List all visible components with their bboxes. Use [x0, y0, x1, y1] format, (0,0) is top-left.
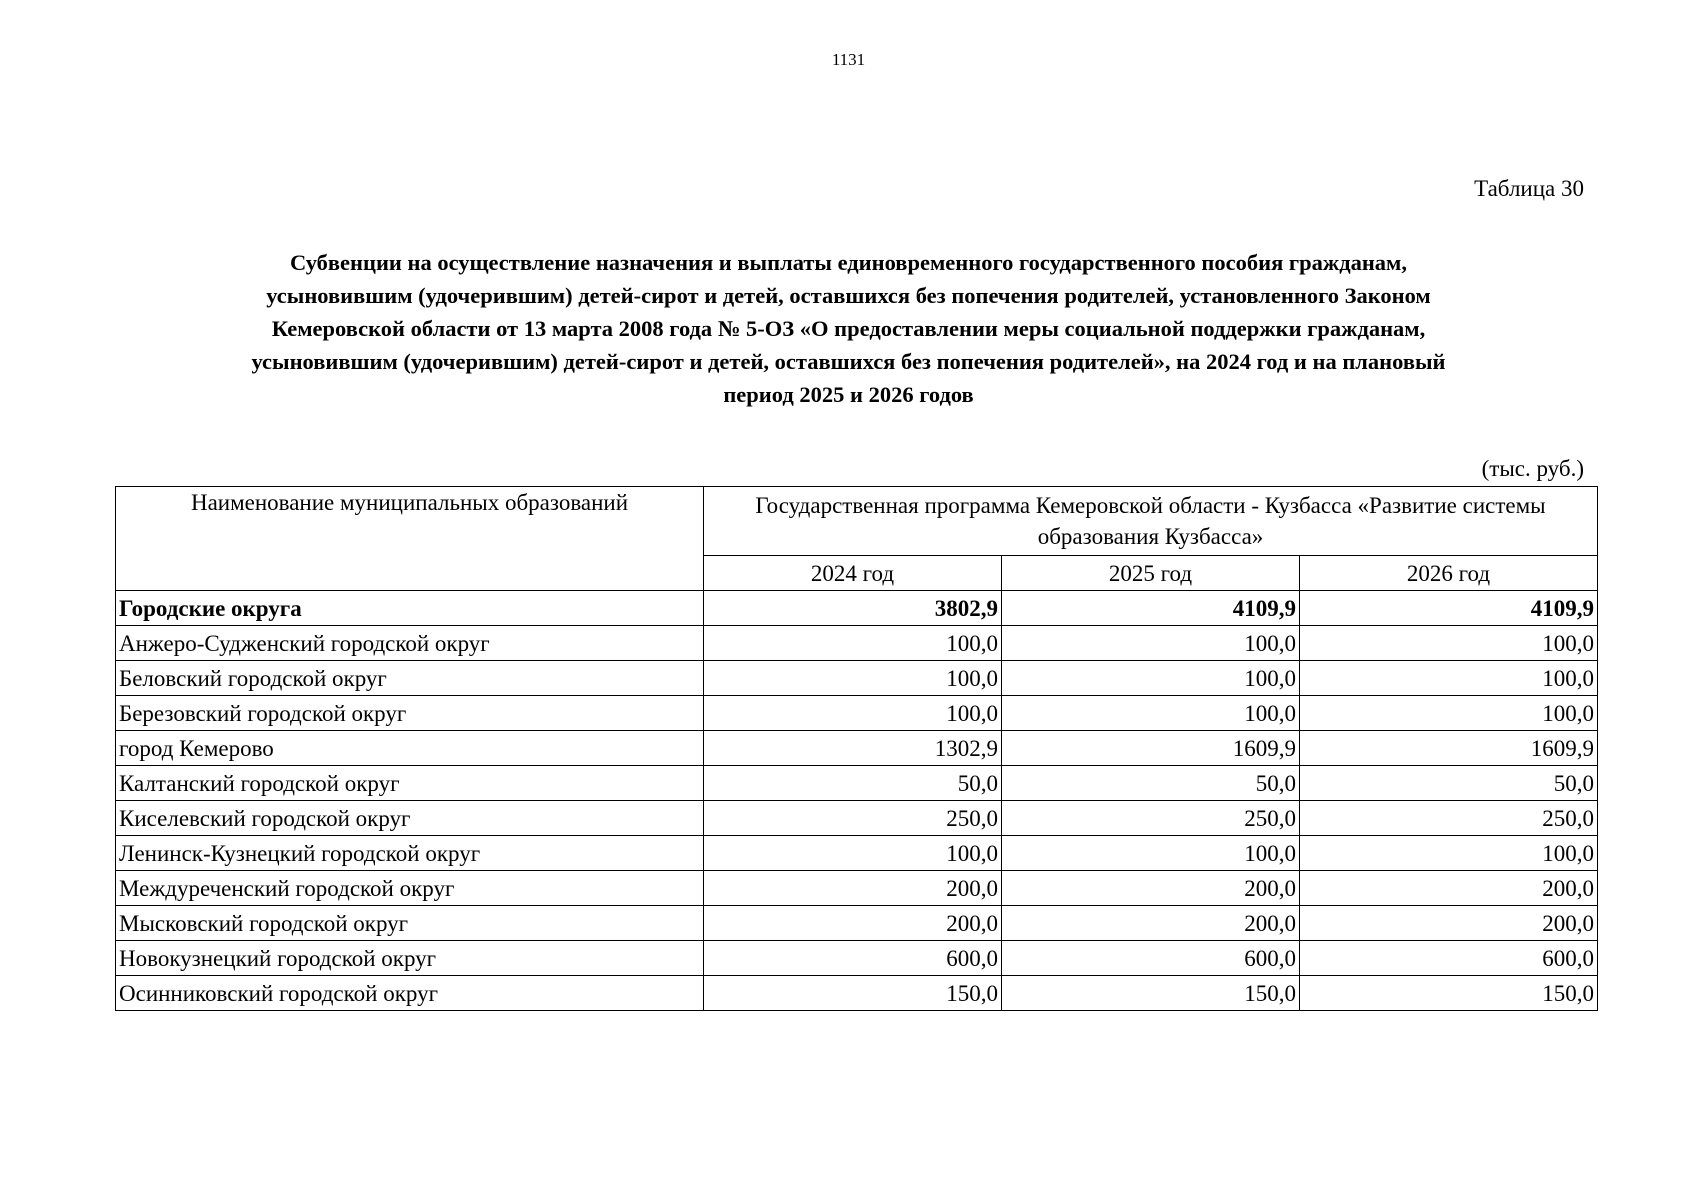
table-row: [116, 836, 1598, 871]
row-name: Мысковский городской округ: [116, 906, 704, 941]
title-line: Субвенции на осуществление назначения и выплаты единовременного государственного пособия гражданам,: [290, 250, 1407, 275]
row-value-2026: 100,0: [1300, 836, 1598, 871]
row-value-2026: 1609,9: [1300, 731, 1598, 766]
row-name: город Кемерово: [116, 731, 704, 766]
row-value-2025: 100,0: [1002, 626, 1300, 661]
table-row: [116, 696, 1598, 731]
total-value-2025: 4109,9: [1002, 591, 1300, 626]
table-row: [116, 731, 1598, 766]
table-row: [116, 661, 1598, 696]
row-value-2024: 1302,9: [704, 731, 1002, 766]
total-row: [116, 591, 1598, 626]
row-value-2024: 150,0: [704, 976, 1002, 1011]
row-name: Ленинск-Кузнецкий городской округ: [116, 836, 704, 871]
row-value-2026: 100,0: [1300, 626, 1598, 661]
row-name: Междуреченский городской округ: [116, 871, 704, 906]
row-name: Новокузнецкий городской округ: [116, 941, 704, 976]
row-value-2026: 200,0: [1300, 906, 1598, 941]
row-value-2024: 100,0: [704, 626, 1002, 661]
page-number: 1131: [831, 50, 866, 69]
row-value-2025: 100,0: [1002, 836, 1300, 871]
row-value-2024: 200,0: [704, 871, 1002, 906]
year-header-2024: 2024 год: [704, 556, 1002, 591]
row-value-2025: 100,0: [1002, 696, 1300, 731]
row-value-2025: 200,0: [1002, 871, 1300, 906]
row-value-2025: 100,0: [1002, 661, 1300, 696]
row-name: Беловский городской округ: [116, 661, 704, 696]
document-title: [140, 246, 1557, 411]
units-label: (тыс. руб.): [1481, 456, 1584, 481]
row-value-2025: 600,0: [1002, 941, 1300, 976]
row-value-2025: 1609,9: [1002, 731, 1300, 766]
total-value-2024: 3802,9: [704, 591, 1002, 626]
table-row: [116, 941, 1598, 976]
table-row: [116, 626, 1598, 661]
row-value-2024: 600,0: [704, 941, 1002, 976]
table-label: Таблица 30: [1474, 176, 1584, 201]
row-value-2026: 150,0: [1300, 976, 1598, 1011]
row-value-2024: 200,0: [704, 906, 1002, 941]
title-line: усыновившим (удочерившим) детей-сирот и детей, оставшихся без попечения родителей», на 2024 год и на плановый: [251, 349, 1446, 374]
row-name: Анжеро-Судженский городской округ: [116, 626, 704, 661]
row-value-2026: 200,0: [1300, 871, 1598, 906]
table-row: [116, 766, 1598, 801]
row-name: Калтанский городской округ: [116, 766, 704, 801]
total-value-2026: 4109,9: [1300, 591, 1598, 626]
row-value-2024: 250,0: [704, 801, 1002, 836]
total-name: Городские округа: [116, 591, 704, 626]
subsidy-table: [115, 486, 1598, 1011]
row-value-2025: 50,0: [1002, 766, 1300, 801]
row-value-2024: 100,0: [704, 836, 1002, 871]
row-value-2026: 250,0: [1300, 801, 1598, 836]
table-row: [116, 871, 1598, 906]
row-value-2025: 200,0: [1002, 906, 1300, 941]
title-line: усыновившим (удочерившим) детей-сирот и детей, оставшихся без попечения родителей, установленного Законом: [266, 283, 1431, 308]
title-line: период 2025 и 2026 годов: [723, 382, 974, 407]
row-value-2026: 50,0: [1300, 766, 1598, 801]
row-value-2024: 100,0: [704, 661, 1002, 696]
row-value-2025: 250,0: [1002, 801, 1300, 836]
row-value-2026: 100,0: [1300, 696, 1598, 731]
row-value-2026: 100,0: [1300, 661, 1598, 696]
row-value-2025: 150,0: [1002, 976, 1300, 1011]
row-name: Осинниковский городской округ: [116, 976, 704, 1011]
table-row: [116, 906, 1598, 941]
row-value-2026: 600,0: [1300, 941, 1598, 976]
title-line: Кемеровской области от 13 марта 2008 года № 5-ОЗ «О предоставлении меры социальной поддержки гражданам,: [271, 316, 1426, 341]
year-header-2025: 2025 год: [1002, 556, 1300, 591]
table-row: [116, 976, 1598, 1011]
table-row: [116, 801, 1598, 836]
row-value-2024: 50,0: [704, 766, 1002, 801]
program-column-header: Государственная программа Кемеровской области - Кузбасса «Развитие системы образования Кузбасса»: [704, 487, 1598, 556]
name-column-header: Наименование муниципальных образований: [116, 487, 704, 591]
year-header-2026: 2026 год: [1300, 556, 1598, 591]
row-name: Березовский городской округ: [116, 696, 704, 731]
row-value-2024: 100,0: [704, 696, 1002, 731]
row-name: Киселевский городской округ: [116, 801, 704, 836]
